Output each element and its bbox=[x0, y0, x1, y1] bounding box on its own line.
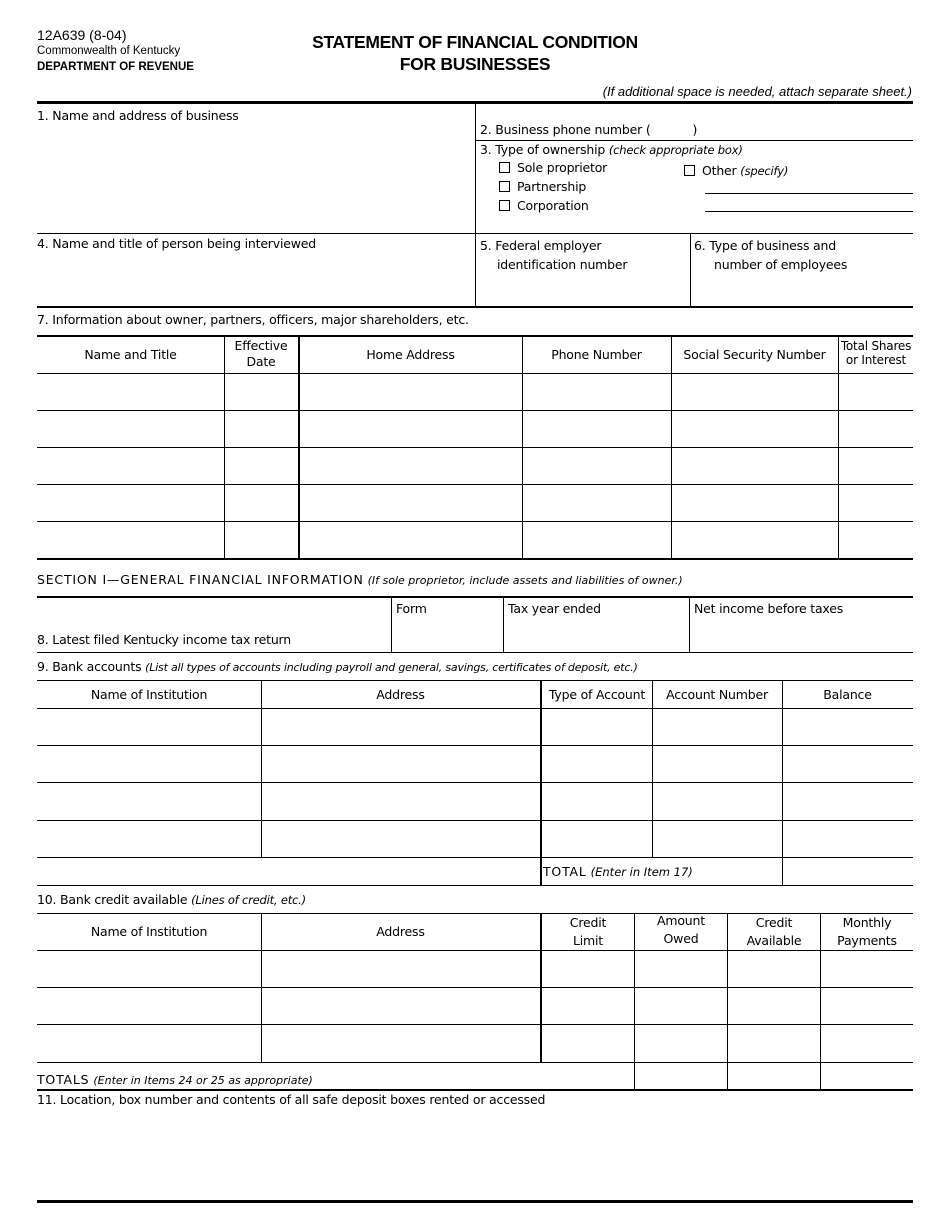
owner-table-row[interactable] bbox=[37, 522, 913, 558]
bank-account-row[interactable] bbox=[37, 746, 913, 782]
interviewee-field[interactable] bbox=[37, 254, 473, 304]
bank-col-balance: Balance bbox=[823, 687, 872, 702]
credit-limit-line2: Limit bbox=[573, 933, 603, 948]
item8-tax-year-label: Tax year ended bbox=[508, 601, 601, 616]
item3-hint: (check appropriate box) bbox=[608, 143, 743, 157]
item5-line2: identification number bbox=[497, 257, 628, 272]
attach-note: (If additional space is needed, attach separate sheet.) bbox=[602, 84, 912, 99]
credit-col-limit bbox=[542, 914, 634, 950]
col-ssn: Social Security Number bbox=[683, 347, 826, 362]
owner-table-row[interactable] bbox=[37, 448, 913, 484]
item10-label-text: 10. Bank credit available bbox=[37, 892, 188, 907]
checkbox-icon[interactable] bbox=[499, 181, 510, 192]
credit-monthly-line1: Monthly bbox=[842, 915, 892, 930]
credit-row[interactable] bbox=[37, 951, 913, 987]
credit-owed-line2: Owed bbox=[663, 931, 699, 946]
col-total-shares bbox=[838, 339, 914, 367]
credit-row[interactable] bbox=[37, 988, 913, 1024]
section-1-title: SECTION I—GENERAL FINANCIAL INFORMATION bbox=[37, 572, 364, 587]
credit-col-available bbox=[728, 914, 820, 950]
item5-line1: 5. Federal employer bbox=[480, 238, 602, 253]
title-line-2: FOR BUSINESSES bbox=[399, 54, 551, 74]
section-1-hint: (If sole proprietor, include assets and liabilities of owner.) bbox=[367, 574, 683, 587]
ownership-option-partnership[interactable] bbox=[499, 179, 586, 194]
bank-col-number: Account Number bbox=[666, 687, 768, 702]
credit-totals-fields[interactable] bbox=[635, 1063, 913, 1089]
col-shares-line2: or Interest bbox=[845, 353, 907, 367]
title-line-1: STATEMENT OF FINANCIAL CONDITION bbox=[312, 32, 638, 52]
other-hint: (specify) bbox=[740, 164, 789, 178]
bank-total-hint: (Enter in Item 17) bbox=[590, 865, 693, 879]
bank-col-address: Address bbox=[376, 687, 425, 702]
col-effective-date bbox=[224, 338, 298, 370]
owner-table-row[interactable] bbox=[37, 411, 913, 447]
checkbox-icon[interactable] bbox=[499, 200, 510, 211]
item8-net-income-label: Net income before taxes bbox=[694, 601, 844, 616]
credit-col-monthly bbox=[821, 914, 913, 950]
item2-paren: ) bbox=[692, 122, 698, 137]
col-eff-line2: Date bbox=[246, 354, 276, 369]
bank-total-text: TOTAL bbox=[543, 864, 587, 879]
safe-deposit-field[interactable] bbox=[37, 1110, 913, 1198]
agency-name: Commonwealth of Kentucky bbox=[37, 45, 181, 57]
credit-avail-line2: Available bbox=[746, 933, 802, 948]
credit-col-address: Address bbox=[376, 924, 425, 939]
form-number: 12A639 (8-04) bbox=[37, 27, 127, 43]
bank-col-institution: Name of Institution bbox=[90, 687, 208, 702]
item11-label: 11. Location, box number and contents of all safe deposit boxes rented or accessed bbox=[37, 1092, 546, 1107]
col-phone: Phone Number bbox=[551, 347, 642, 362]
bank-account-row[interactable] bbox=[37, 709, 913, 745]
item9-hint: (List all types of accounts including payroll and general, savings, certificates of deposit, etc.) bbox=[145, 661, 638, 674]
owner-table-row[interactable] bbox=[37, 374, 913, 410]
item10-label bbox=[37, 892, 306, 907]
item6-label bbox=[694, 236, 847, 274]
item6-line2: number of employees bbox=[714, 257, 848, 272]
item2-label-text: 2. Business phone number ( bbox=[480, 122, 651, 137]
tax-year-field[interactable] bbox=[504, 618, 688, 651]
business-phone-field[interactable] bbox=[650, 122, 910, 140]
credit-col-owed bbox=[635, 912, 727, 948]
col-eff-line1: Effective bbox=[234, 338, 288, 353]
credit-owed-line1: Amount bbox=[657, 913, 705, 928]
credit-col-institution: Name of Institution bbox=[90, 924, 208, 939]
credit-totals-text: TOTALS bbox=[37, 1072, 90, 1087]
item9-label-text: 9. Bank accounts bbox=[37, 659, 142, 674]
bank-total-label bbox=[543, 864, 693, 879]
section-1-heading bbox=[37, 572, 683, 587]
bank-col-type: Type of Account bbox=[548, 687, 646, 702]
ownership-option-other[interactable] bbox=[684, 163, 788, 178]
tax-form-field[interactable] bbox=[392, 618, 502, 651]
item7-label: 7. Information about owner, partners, officers, major shareholders, etc. bbox=[37, 312, 469, 327]
bank-total-field[interactable] bbox=[783, 858, 913, 885]
checkbox-icon[interactable] bbox=[499, 162, 510, 173]
option-label: Partnership bbox=[517, 179, 587, 194]
other-specify-line-2[interactable] bbox=[705, 211, 913, 212]
item4-label: 4. Name and title of person being interviewed bbox=[37, 236, 316, 251]
credit-monthly-line2: Payments bbox=[837, 933, 897, 948]
bank-account-row[interactable] bbox=[37, 821, 913, 857]
page-title bbox=[270, 31, 680, 75]
bank-account-row[interactable] bbox=[37, 783, 913, 820]
item9-label bbox=[37, 659, 638, 674]
item8-form-label: Form bbox=[396, 601, 427, 616]
item5-label bbox=[480, 236, 627, 274]
item1-label: 1. Name and address of business bbox=[37, 108, 239, 123]
department-name: DEPARTMENT OF REVENUE bbox=[37, 61, 194, 73]
item8-label: 8. Latest filed Kentucky income tax return bbox=[37, 632, 292, 647]
ownership-option-sole[interactable] bbox=[499, 160, 607, 175]
credit-limit-line1: Credit bbox=[569, 915, 607, 930]
item3-label bbox=[480, 142, 743, 157]
checkbox-icon[interactable] bbox=[684, 165, 695, 176]
col-home-address: Home Address bbox=[366, 347, 455, 362]
credit-row[interactable] bbox=[37, 1025, 913, 1062]
item3-label-text: 3. Type of ownership bbox=[480, 142, 606, 157]
option-label: Sole proprietor bbox=[517, 160, 608, 175]
credit-totals-label bbox=[37, 1072, 313, 1087]
col-shares-line1: Total Shares bbox=[840, 339, 912, 353]
item6-line1: 6. Type of business and bbox=[694, 238, 836, 253]
other-specify-line-1[interactable] bbox=[705, 193, 913, 194]
option-label: Corporation bbox=[517, 198, 589, 213]
ownership-option-corporation[interactable] bbox=[499, 198, 589, 213]
net-income-field[interactable] bbox=[690, 618, 912, 651]
item10-hint: (Lines of credit, etc.) bbox=[191, 893, 306, 907]
business-name-address-field[interactable] bbox=[37, 126, 473, 230]
option-label: Other bbox=[702, 163, 737, 178]
credit-totals-hint: (Enter in Items 24 or 25 as appropriate) bbox=[93, 1074, 313, 1087]
owner-table-row[interactable] bbox=[37, 485, 913, 521]
credit-avail-line1: Credit bbox=[755, 915, 793, 930]
col-name-title: Name and Title bbox=[84, 347, 177, 362]
